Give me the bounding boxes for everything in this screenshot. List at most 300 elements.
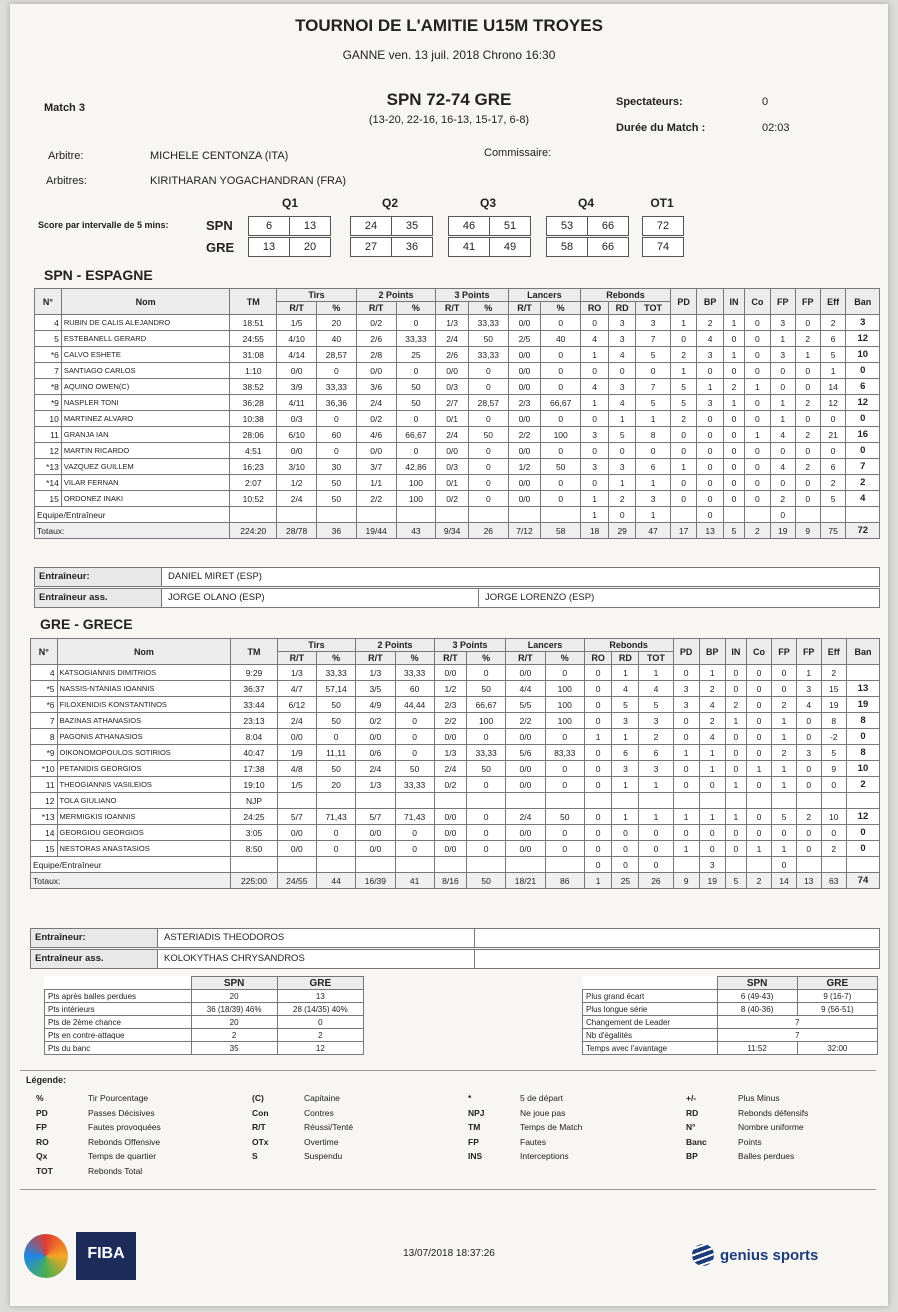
stat-cell: 0 xyxy=(670,443,697,459)
stat-cell: 0 xyxy=(467,841,506,857)
stat-cell: 50 xyxy=(396,379,436,395)
stat-cell: 50 xyxy=(395,761,434,777)
player-name: VAZQUEZ GUILLEM xyxy=(61,459,229,475)
legend-desc: Ne joue pas xyxy=(520,1107,566,1118)
q1-gre-box: 13 20 xyxy=(248,237,331,257)
stat-cell: 1 xyxy=(609,475,636,491)
stat-cell: 0 xyxy=(821,825,846,841)
stat-cell: 0 xyxy=(795,443,820,459)
stat-cell xyxy=(316,793,355,809)
stat-cell: 4/11 xyxy=(277,395,317,411)
stat-cell: 0/0 xyxy=(506,777,545,793)
total-cell: 24/55 xyxy=(277,873,316,889)
stat-cell: 1 xyxy=(699,745,725,761)
legend-abbr: R/T xyxy=(252,1122,266,1132)
coach-label: Entraîneur: xyxy=(31,929,158,947)
summary-col: SPN xyxy=(717,977,797,990)
col-fp: FP xyxy=(796,639,821,665)
stat-cell: 0 xyxy=(541,315,581,331)
stat-cell: 10:52 xyxy=(230,491,277,507)
col-rt: R/T xyxy=(277,302,317,315)
summary-row xyxy=(583,1016,878,1029)
stat-cell: 33,33 xyxy=(468,347,508,363)
stat-cell: 0 xyxy=(395,825,434,841)
stat-cell: 2/8 xyxy=(356,347,396,363)
stat-cell: 4 xyxy=(609,347,636,363)
legend xyxy=(20,1070,876,1190)
stat-cell: 0 xyxy=(796,713,821,729)
stat-cell: 0 xyxy=(581,475,609,491)
summary-row xyxy=(583,990,878,1003)
player-row xyxy=(31,713,880,729)
stat-cell: 2 xyxy=(846,777,879,793)
stat-cell: 5 xyxy=(639,697,673,713)
stat-cell: 0 xyxy=(846,443,880,459)
stat-cell: 2 xyxy=(795,459,820,475)
stat-cell: NJP xyxy=(231,793,277,809)
col-in: IN xyxy=(723,289,744,315)
stat-cell: 0/0 xyxy=(434,825,466,841)
stat-cell: 1 xyxy=(636,411,671,427)
stat-cell: 0/0 xyxy=(508,347,541,363)
legend-item xyxy=(252,1137,353,1152)
stat-cell: 33,33 xyxy=(317,379,357,395)
legend-item xyxy=(686,1108,808,1123)
stat-cell: 0 xyxy=(795,491,820,507)
player-row xyxy=(31,793,880,809)
stat-cell: 2 xyxy=(697,315,724,331)
stat-cell: 0 xyxy=(796,777,821,793)
stat-cell: 0/2 xyxy=(356,713,395,729)
stat-cell: 0/3 xyxy=(436,459,469,475)
stat-cell: 3 xyxy=(609,315,636,331)
stat-cell: 6 xyxy=(639,745,673,761)
legend-abbr: RO xyxy=(36,1136,49,1147)
player-name: THEOGIANNIS VASILEIOS xyxy=(57,777,231,793)
player-row xyxy=(35,443,880,459)
legend-title: Légende: xyxy=(26,1075,67,1085)
stat-cell: 0 xyxy=(639,841,673,857)
stat-cell: 5 xyxy=(820,347,846,363)
player-row xyxy=(35,427,880,443)
stat-cell: 19:10 xyxy=(231,777,277,793)
legend-desc: Suspendu xyxy=(304,1151,343,1161)
stat-cell: 100 xyxy=(545,713,584,729)
legend-item xyxy=(468,1122,582,1137)
stat-cell: 3 xyxy=(609,459,636,475)
stat-cell: 6 xyxy=(636,459,671,475)
stat-cell: 0 xyxy=(467,729,506,745)
player-name: BAZINAS ATHANASIOS xyxy=(57,713,231,729)
summary-value: 20 xyxy=(191,990,277,1003)
stat-cell: 1 xyxy=(670,315,697,331)
stat-cell: 0 xyxy=(395,841,434,857)
stat-cell: 0 xyxy=(846,729,879,745)
total-cell: 224:20 xyxy=(230,523,277,539)
legend-col-3 xyxy=(468,1093,582,1166)
stat-cell: 0 xyxy=(745,315,771,331)
stat-cell: 0 xyxy=(770,443,795,459)
stat-cell: 0 xyxy=(772,681,797,697)
stat-cell: 0 xyxy=(584,681,612,697)
legend-item xyxy=(468,1137,582,1152)
stat-cell: 2 xyxy=(723,379,744,395)
player-name: GEORGIOU GEORGIOS xyxy=(57,825,231,841)
stat-cell: 5 xyxy=(612,697,639,713)
player-row xyxy=(35,379,880,395)
total-cell: 5 xyxy=(725,873,746,889)
legend-abbr: % xyxy=(36,1093,44,1103)
stat-cell: 1 xyxy=(612,665,639,681)
player-row xyxy=(31,665,880,681)
stat-cell: 0 xyxy=(317,443,357,459)
stat-cell: 0 xyxy=(396,443,436,459)
stat-cell: 2 xyxy=(772,745,797,761)
stat-cell: 8 xyxy=(31,729,58,745)
gre-assistant-2 xyxy=(475,950,879,968)
stat-cell: 1:10 xyxy=(230,363,277,379)
stat-cell: 15 xyxy=(35,491,62,507)
player-name: MARTINEZ ALVARO xyxy=(61,411,229,427)
legend-abbr: RD xyxy=(686,1107,699,1118)
stat-cell: 3/7 xyxy=(356,459,396,475)
stat-cell: 0 xyxy=(317,363,357,379)
stat-cell: 0/0 xyxy=(508,379,541,395)
stat-cell: 0 xyxy=(745,443,771,459)
player-row xyxy=(35,475,880,491)
stat-cell: 2/3 xyxy=(434,697,466,713)
legend-item xyxy=(36,1122,161,1137)
spn-assistant-row xyxy=(34,588,880,608)
stat-cell: 0 xyxy=(584,809,612,825)
team-tot: 0 xyxy=(639,857,673,873)
stat-cell: 0 xyxy=(467,825,506,841)
stat-cell: 0 xyxy=(609,443,636,459)
summary-label: Pts en contre-attaque xyxy=(45,1029,192,1042)
summary-value: 11:52 xyxy=(717,1042,797,1055)
stat-cell: 0 xyxy=(673,761,699,777)
team-bp: 3 xyxy=(699,857,725,873)
stat-cell: 2:07 xyxy=(230,475,277,491)
stat-cell: 3/9 xyxy=(277,379,317,395)
q4-header: Q4 xyxy=(577,196,594,210)
stat-cell: 71,43 xyxy=(316,809,355,825)
stat-cell: 1/9 xyxy=(277,745,316,761)
legend-desc: Réussi/Tenté xyxy=(304,1122,354,1132)
stat-cell: 1/1 xyxy=(356,475,396,491)
stat-cell: 0 xyxy=(821,777,846,793)
totals-label: Totaux: xyxy=(31,873,231,889)
tournament-title: TOURNOI DE L'AMITIE U15M TROYES xyxy=(295,16,603,35)
stat-cell: 1 xyxy=(609,411,636,427)
stat-cell: *5 xyxy=(31,681,58,697)
legend-abbr: N° xyxy=(686,1122,696,1132)
stat-cell: 3:05 xyxy=(231,825,277,841)
stat-cell: 2/4 xyxy=(356,395,396,411)
stat-cell: 3 xyxy=(636,491,671,507)
stat-cell: 33,33 xyxy=(395,665,434,681)
legend-desc: Temps de Match xyxy=(520,1122,583,1132)
stat-cell: 0 xyxy=(820,443,846,459)
stat-cell: 16 xyxy=(846,427,880,443)
stat-cell: 9 xyxy=(821,761,846,777)
stat-cell: 3 xyxy=(796,681,821,697)
total-cell: 18 xyxy=(581,523,609,539)
coach-label: Entraîneur: xyxy=(35,568,162,586)
stat-cell: 0 xyxy=(467,665,506,681)
stat-cell: 1 xyxy=(639,665,673,681)
stat-cell: 0 xyxy=(795,475,820,491)
summary-value: 8 (40-36) xyxy=(717,1003,797,1016)
total-cell: 13 xyxy=(796,873,821,889)
spn-stats-table xyxy=(34,288,880,539)
stat-cell: 5 xyxy=(772,809,797,825)
col-in: IN xyxy=(725,639,746,665)
stat-cell: 4 xyxy=(609,395,636,411)
stat-cell: 0 xyxy=(639,825,673,841)
stat-cell: 2 xyxy=(820,475,846,491)
col-rt: R/T xyxy=(277,652,316,665)
stat-cell: 5 xyxy=(670,379,697,395)
total-cell: 41 xyxy=(395,873,434,889)
team-spn-header: SPN - ESPAGNE xyxy=(44,267,153,283)
stat-cell: 2 xyxy=(670,347,697,363)
stat-cell: 0 xyxy=(612,841,639,857)
legend-desc: Passes Décisives xyxy=(88,1107,155,1118)
stat-cell: 2 xyxy=(846,475,880,491)
stat-cell: 0 xyxy=(697,491,724,507)
player-name: NASSIS-NTANIAS IOANNIS xyxy=(57,681,231,697)
stat-cell: 1 xyxy=(639,809,673,825)
stat-cell: 0 xyxy=(725,665,746,681)
stat-cell: 1 xyxy=(581,491,609,507)
stat-cell xyxy=(699,793,725,809)
total-cell: 2 xyxy=(745,523,771,539)
stat-cell: 4 xyxy=(35,315,62,331)
summary-value: 28 (14/35) 40% xyxy=(277,1003,363,1016)
summary-row xyxy=(583,1029,878,1042)
stat-cell: 3 xyxy=(770,347,795,363)
spn-coach: DANIEL MIRET (ESP) xyxy=(168,571,262,582)
referee-value: MICHELE CENTONZA (ITA) xyxy=(150,150,289,162)
stat-cell: 0 xyxy=(745,475,771,491)
col-rt: R/T xyxy=(508,302,541,315)
stat-cell: *6 xyxy=(35,347,62,363)
stat-cell: 0 xyxy=(612,825,639,841)
legend-item xyxy=(686,1151,808,1166)
summary-value: 7 xyxy=(717,1029,878,1042)
stat-cell: 0 xyxy=(697,411,724,427)
stat-cell: 3 xyxy=(612,713,639,729)
stat-cell: 3 xyxy=(581,459,609,475)
col-rt: R/T xyxy=(356,302,396,315)
stat-cell: 6 xyxy=(612,745,639,761)
stat-cell: 2/2 xyxy=(356,491,396,507)
stat-cell: 1 xyxy=(673,841,699,857)
col-rebonds: Rebonds xyxy=(584,639,673,652)
stat-cell: 2 xyxy=(795,331,820,347)
legend-desc: Capitaine xyxy=(304,1093,340,1103)
stat-cell: 0 xyxy=(673,777,699,793)
stat-cell: 2 xyxy=(795,427,820,443)
legend-abbr: (C) xyxy=(252,1093,264,1103)
player-name: ESTEBANELL GERARD xyxy=(61,331,229,347)
summary-row xyxy=(45,1042,364,1055)
stat-cell: 3 xyxy=(697,347,724,363)
legend-item xyxy=(36,1093,161,1108)
stat-cell: 3 xyxy=(796,745,821,761)
stat-cell: 0/0 xyxy=(356,841,395,857)
stat-cell: 0 xyxy=(796,729,821,745)
stat-cell: 0 xyxy=(581,363,609,379)
stat-cell: 2 xyxy=(725,697,746,713)
stat-cell: 42,86 xyxy=(396,459,436,475)
stat-cell: 33:44 xyxy=(231,697,277,713)
summary-value: 6 (49-43) xyxy=(717,990,797,1003)
stat-cell: -2 xyxy=(821,729,846,745)
col-pct: % xyxy=(317,302,357,315)
stat-cell xyxy=(846,665,879,681)
summary-value: 35 xyxy=(191,1042,277,1055)
stat-cell: 0 xyxy=(746,809,771,825)
q4-gre-box: 58 66 xyxy=(546,237,629,257)
legend-item xyxy=(36,1108,161,1123)
summary-label: Pts après balles perdues xyxy=(45,990,192,1003)
player-name: MARTIN RICARDO xyxy=(61,443,229,459)
stat-cell: 1/3 xyxy=(356,665,395,681)
total-cell: 19 xyxy=(770,523,795,539)
stat-cell: 66,67 xyxy=(467,697,506,713)
interval-team1: SPN xyxy=(206,218,233,233)
stat-cell: 1 xyxy=(673,809,699,825)
stat-cell: 1/3 xyxy=(436,315,469,331)
stat-cell: 13 xyxy=(846,681,879,697)
col-n: N° xyxy=(35,289,62,315)
legend-item xyxy=(468,1108,582,1123)
stat-cell: 0 xyxy=(795,363,820,379)
stat-cell: 33,33 xyxy=(468,315,508,331)
legend-abbr: S xyxy=(252,1151,258,1161)
stat-cell: 0 xyxy=(541,411,581,427)
gre-assistant-row xyxy=(30,949,880,969)
header-row xyxy=(31,639,880,652)
stat-cell: 0 xyxy=(316,841,355,857)
summary-value: 36 (18/39) 46% xyxy=(191,1003,277,1016)
stat-cell: 0 xyxy=(545,665,584,681)
spn-coach-row xyxy=(34,567,880,587)
col-n: N° xyxy=(31,639,58,665)
summary-col xyxy=(45,977,192,990)
q3-spn-box: 46 51 xyxy=(448,216,531,236)
stat-cell: 2 xyxy=(796,809,821,825)
table-header xyxy=(31,639,880,665)
stat-cell: 0/0 xyxy=(277,443,317,459)
team-bp: 0 xyxy=(697,507,724,523)
total-cell: 75 xyxy=(820,523,846,539)
stat-cell: 50 xyxy=(467,761,506,777)
col-fp: FP xyxy=(795,289,820,315)
stat-cell: 6/12 xyxy=(277,697,316,713)
legend-abbr: BP xyxy=(686,1151,698,1161)
legend-desc: Rebonds Offensive xyxy=(88,1136,161,1147)
table-header xyxy=(35,289,880,315)
summary-label: Temps avec l'avantage xyxy=(583,1042,718,1055)
player-row xyxy=(31,697,880,713)
player-row xyxy=(35,491,880,507)
col-rt: R/T xyxy=(436,302,469,315)
stat-cell: 0 xyxy=(820,411,846,427)
stat-cell: 4 xyxy=(846,491,880,507)
legend-desc: Contres xyxy=(304,1107,334,1118)
stat-cell xyxy=(356,793,395,809)
stat-cell: 0 xyxy=(584,713,612,729)
stat-cell: 2 xyxy=(821,665,846,681)
stat-cell: 4 xyxy=(581,379,609,395)
stat-cell: 0 xyxy=(772,665,797,681)
stat-cell: 2/3 xyxy=(508,395,541,411)
q2-gre-box: 27 36 xyxy=(350,237,433,257)
team-ro: 1 xyxy=(581,507,609,523)
stat-cell: 0 xyxy=(746,697,771,713)
legend-desc: Balles perdues xyxy=(738,1151,795,1161)
stat-cell: 4 xyxy=(770,459,795,475)
legend-abbr: NPJ xyxy=(468,1107,485,1118)
stat-cell: 50 xyxy=(317,475,357,491)
stat-cell: 100 xyxy=(545,681,584,697)
stat-cell: 1/5 xyxy=(277,777,316,793)
col-rt: R/T xyxy=(434,652,466,665)
stat-cell: 2/6 xyxy=(436,347,469,363)
summary-row xyxy=(45,990,364,1003)
col-bp: BP xyxy=(697,289,724,315)
stat-cell: 50 xyxy=(316,697,355,713)
summary-value: 7 xyxy=(717,1016,878,1029)
legend-desc: Points xyxy=(738,1136,762,1147)
stat-cell: 6/10 xyxy=(277,427,317,443)
stat-cell: 36:37 xyxy=(231,681,277,697)
col-nom: Nom xyxy=(57,639,231,665)
stat-cell: 3/10 xyxy=(277,459,317,475)
summary-value: 2 xyxy=(191,1029,277,1042)
player-name: PAGONIS ATHANASIOS xyxy=(57,729,231,745)
player-name: TOLA GIULIANO xyxy=(57,793,231,809)
stat-cell: 0 xyxy=(584,777,612,793)
stat-cell: 5 xyxy=(670,395,697,411)
stat-cell: 0 xyxy=(745,411,771,427)
player-name: FILOXENIDIS KONSTANTINOS xyxy=(57,697,231,713)
player-row xyxy=(31,809,880,825)
stat-cell: 0/0 xyxy=(356,825,395,841)
stat-cell: 50 xyxy=(467,681,506,697)
commissioner-label: Commissaire: xyxy=(484,147,552,159)
stat-cell: 0 xyxy=(545,841,584,857)
summary-label: Pts de 2ème chance xyxy=(45,1016,192,1029)
player-row xyxy=(35,459,880,475)
stat-cell: 1 xyxy=(772,729,797,745)
stat-cell xyxy=(584,793,612,809)
assistant-label: Entraîneur ass. xyxy=(35,589,162,607)
stat-cell: 0 xyxy=(395,729,434,745)
stat-cell: 2 xyxy=(770,491,795,507)
referee-label: Arbitre: xyxy=(48,150,84,162)
stat-cell: 100 xyxy=(541,427,581,443)
stat-cell: 1 xyxy=(581,347,609,363)
stat-cell: 0 xyxy=(468,363,508,379)
total-cell: 43 xyxy=(396,523,436,539)
q1-spn-box: 6 13 xyxy=(248,216,331,236)
stat-cell xyxy=(796,793,821,809)
legend-item xyxy=(36,1166,161,1181)
